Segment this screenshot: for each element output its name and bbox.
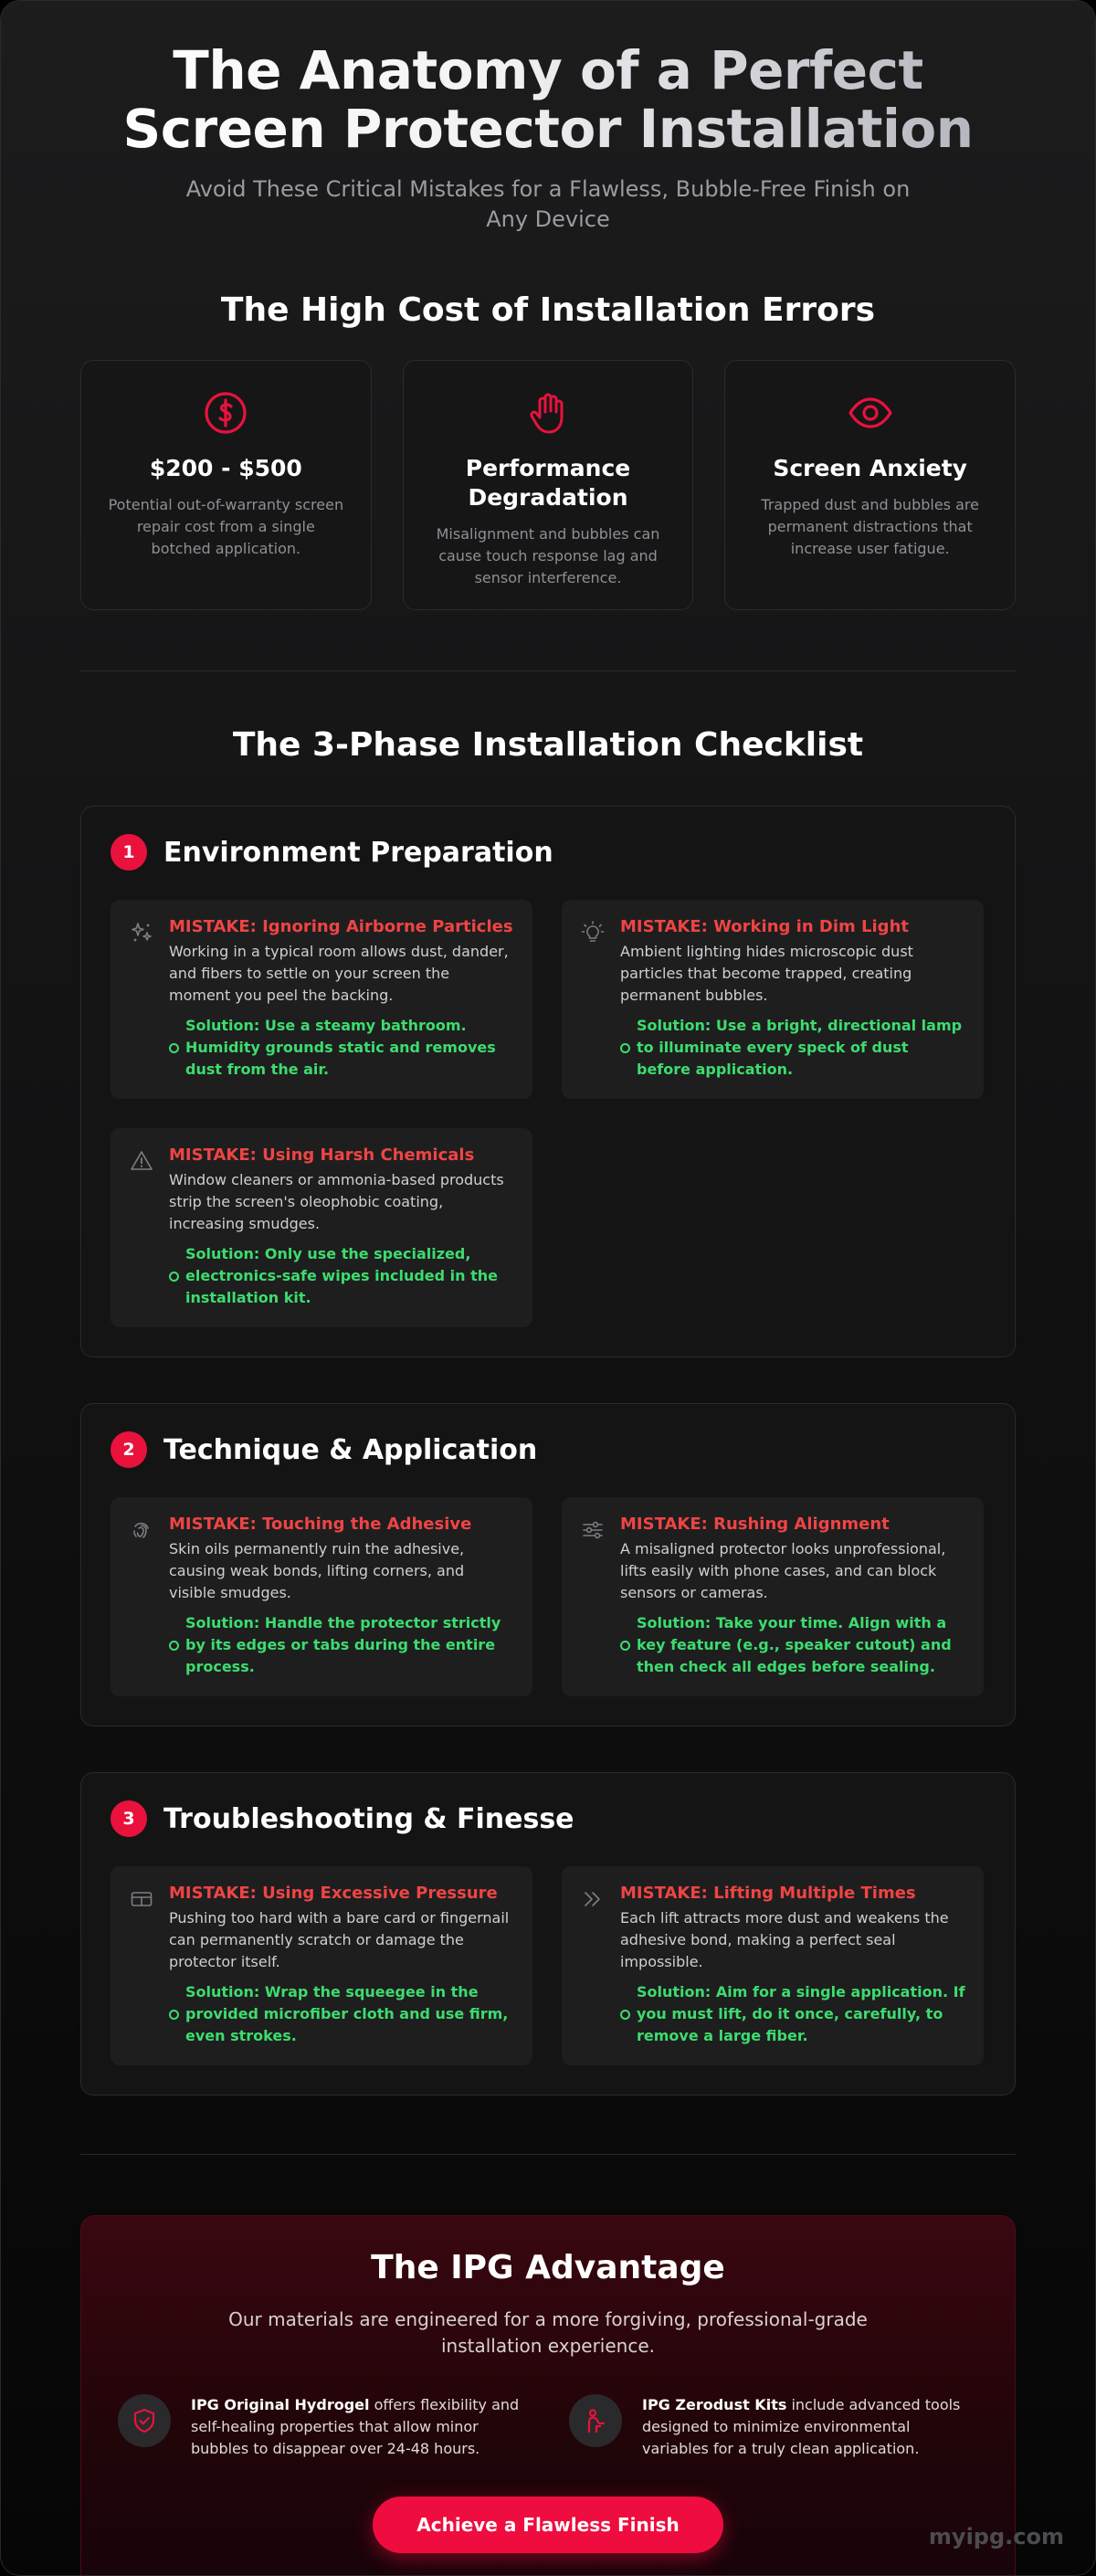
phase-title: Technique & Application [163, 1433, 538, 1466]
advantage-icon-wrap [569, 2394, 622, 2447]
cost-card-heading: Performance Degradation [465, 455, 631, 511]
mistake-title: MISTAKE: Lifting Multiple Times [620, 1884, 916, 1903]
cost-card-performance [403, 360, 694, 610]
mistake-title: MISTAKE: Using Excessive Pressure [169, 1884, 498, 1903]
phase-number-badge: 1 [111, 834, 147, 871]
mistake-title: MISTAKE: Using Harsh Chemicals [169, 1145, 475, 1165]
mistake-description: Pushing too hard with a bare card or fingernail can permanently scratch or damage the protector itself. [169, 1909, 510, 1970]
advantage-lead: Our materials are engineered for a more forgiving, professional-grade installation experience. [228, 2308, 868, 2357]
cost-section-title: The High Cost of Installation Errors [220, 291, 876, 329]
hero [1, 1, 1095, 235]
mistake-title: MISTAKE: Ignoring Airborne Particles [169, 917, 513, 936]
eye-icon [846, 388, 895, 438]
lightbulb-icon [580, 920, 606, 945]
mistake-description: Ambient lighting hides microscopic dust particles that become trapped, creating permanent bubbles. [620, 943, 913, 1004]
phase-number-badge: 2 [111, 1431, 147, 1468]
person-tool-icon [582, 2407, 609, 2434]
page-subtitle: Avoid These Critical Mistakes for a Flawless, Bubble-Free Finish on Any Device [185, 176, 911, 232]
cost-card-text: Trapped dust and bubbles are permanent distractions that increase user fatigue. [761, 496, 979, 557]
double-chevron-right-icon [580, 1886, 606, 1912]
mistake-card [111, 1866, 532, 2065]
advantage-item-zerodust [569, 2394, 978, 2460]
mistake-description: Skin oils permanently ruin the adhesive, causing weak bonds, lifting corners, and visible smudges. [169, 1540, 465, 1601]
mistake-card [562, 900, 984, 1099]
advantage-title: The IPG Advantage [371, 2249, 725, 2286]
mistake-title: MISTAKE: Touching the Adhesive [169, 1515, 472, 1534]
advantage-text: IPG Zerodust Kits include advanced tools designed to minimize environmental variables for a truly clean application. [642, 2396, 961, 2457]
mistake-grid [111, 1497, 985, 1696]
phase-title: Troubleshooting & Finesse [163, 1802, 574, 1835]
mistake-description: Working in a typical room allows dust, dander, and fibers to settle on your screen the moment you peel the backing. [169, 943, 509, 1004]
mistake-description: Each lift attracts more dust and weakens the adhesive bond, making a perfect seal impossible. [620, 1909, 949, 1970]
cost-card-heading: Screen Anxiety [773, 455, 967, 481]
sliders-icon [580, 1517, 606, 1543]
fingerprint-icon [129, 1517, 154, 1543]
dollar-circle-icon [201, 388, 250, 438]
mistake-solution: Solution: Use a bright, directional lamp to illuminate every speck of dust before application. [620, 1015, 965, 1081]
cost-card-text: Misalignment and bubbles can cause touch response lag and sensor interference. [436, 525, 660, 586]
hand-stop-icon [523, 388, 573, 438]
phase-header [111, 834, 985, 871]
shield-check-icon [131, 2407, 158, 2434]
phase-number-badge: 3 [111, 1800, 147, 1837]
page-title: The Anatomy of a Perfect Screen Protector Installation [64, 41, 1032, 158]
mistake-card [562, 1497, 984, 1696]
cost-card-anxiety [724, 360, 1016, 610]
cost-card-repair [80, 360, 372, 610]
checklist-section-title: The 3-Phase Installation Checklist [232, 726, 864, 764]
mistake-solution: Solution: Aim for a single application. If you must lift, do it once, carefully, to remove a large fiber. [620, 1981, 965, 2047]
sparkles-icon [129, 920, 154, 945]
brand-watermark: myipg.com [928, 2524, 1064, 2550]
cost-card-text: Potential out-of-warranty screen repair cost from a single botched application. [108, 496, 344, 557]
mistake-description: A misaligned protector looks unprofessional, lifts easily with phone cases, and can block sensors or cameras. [620, 1540, 946, 1601]
achieve-flawless-finish-button[interactable]: Achieve a Flawless Finish [373, 2497, 723, 2553]
card-icon [129, 1886, 154, 1912]
cost-grid [80, 360, 1016, 610]
mistake-grid [111, 1866, 985, 2065]
product-name: IPG Original Hydrogel [191, 2396, 370, 2413]
product-name: IPG Zerodust Kits [642, 2396, 787, 2413]
mistake-card [111, 1128, 532, 1327]
advantage-text: IPG Original Hydrogel offers flexibility and self-healing properties that allow minor bubbles to disappear over 24-48 hours. [191, 2396, 520, 2457]
mistake-card [111, 1497, 532, 1696]
advantage-item-hydrogel [118, 2394, 527, 2460]
section-divider [80, 2154, 1016, 2155]
mistake-solution: Solution: Take your time. Align with a key feature (e.g., speaker cutout) and then check all edges before sealing. [620, 1612, 965, 1678]
mistake-grid [111, 900, 985, 1327]
ipg-advantage-panel [80, 2215, 1016, 2576]
cost-card-heading: $200 - $500 [149, 455, 302, 481]
advantage-icon-wrap [118, 2394, 171, 2447]
mistake-title: MISTAKE: Working in Dim Light [620, 917, 909, 936]
phase-environment [80, 806, 1016, 1357]
mistake-solution: Solution: Only use the specialized, electronics-safe wipes included in the installation kit. [169, 1243, 514, 1309]
phase-troubleshooting [80, 1772, 1016, 2096]
section-divider [80, 670, 1016, 671]
warning-triangle-icon [129, 1148, 154, 1174]
mistake-solution: Solution: Wrap the squeegee in the provided microfiber cloth and use firm, even strokes. [169, 1981, 514, 2047]
mistake-description: Window cleaners or ammonia-based products strip the screen's oleophobic coating, increasing smudges. [169, 1171, 504, 1232]
mistake-solution: Solution: Handle the protector strictly by its edges or tabs during the entire process. [169, 1612, 514, 1678]
phase-technique [80, 1403, 1016, 1726]
mistake-solution: Solution: Use a steamy bathroom. Humidity grounds static and removes dust from the air. [169, 1015, 514, 1081]
mistake-card [111, 900, 532, 1099]
phase-header [111, 1800, 985, 1837]
phase-header [111, 1431, 985, 1468]
phase-title: Environment Preparation [163, 836, 553, 869]
mistake-title: MISTAKE: Rushing Alignment [620, 1515, 890, 1534]
advantage-grid [118, 2394, 978, 2460]
mistake-card [562, 1866, 984, 2065]
